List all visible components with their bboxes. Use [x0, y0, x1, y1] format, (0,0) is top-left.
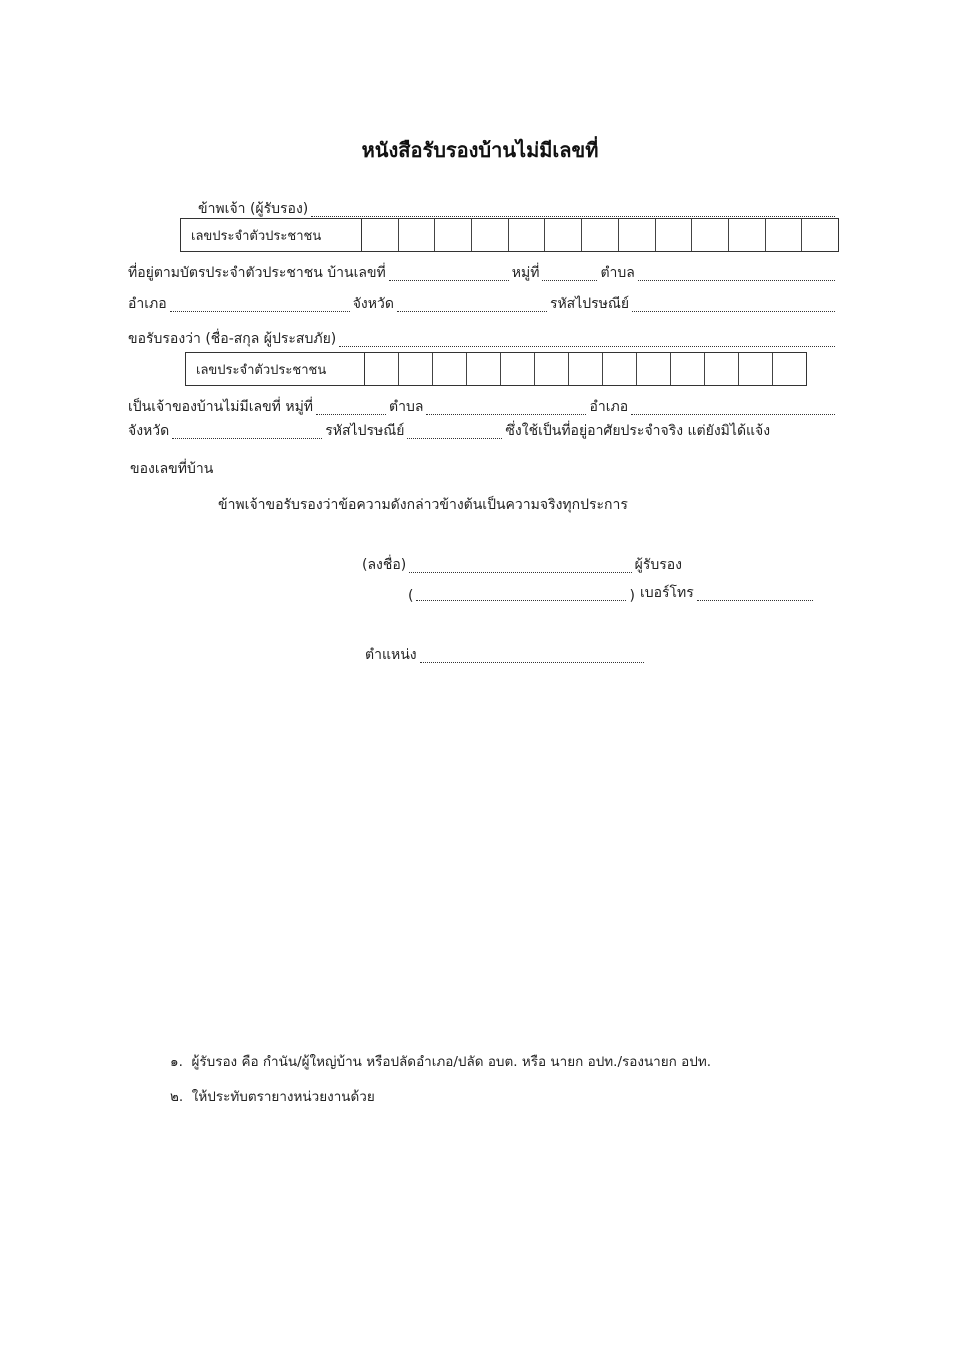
statement: ข้าพเจ้าขอรับรองว่าข้อความดังกล่าวข้างต้นเป็นความจริงทุกประการ [218, 497, 628, 513]
certifier-id-label: เลขประจำตัวประชาชน [181, 219, 362, 251]
victim-tambon-field[interactable] [426, 400, 586, 415]
victim-province-field[interactable] [172, 424, 322, 439]
address-label: ที่อยู่ตามบัตรประจำตัวประชาชน บ้านเลขที่ [128, 265, 386, 281]
postcode-field[interactable] [632, 297, 835, 312]
moo-label: หมู่ที่ [511, 265, 540, 281]
id-digit-cell[interactable] [467, 353, 501, 385]
note-1 [170, 1050, 711, 1072]
id-digit-cell[interactable] [509, 219, 546, 251]
id-digit-cell[interactable] [501, 353, 535, 385]
certifier-label: ข้าพเจ้า (ผู้รับรอง) [198, 201, 309, 217]
house-number-field[interactable] [389, 266, 509, 281]
victim-moo-field[interactable] [316, 400, 386, 415]
note-text: ผู้รับรอง คือ กำนัน/ผู้ใหญ่บ้าน หรือปลัดอำเภอ/ปลัด อบต. หรือ นายก อปท./รองนายก อปท. [191, 1054, 712, 1070]
phone-label: เบอร์โทร [639, 585, 694, 601]
id-digit-cell[interactable] [545, 219, 582, 251]
victim-id-label: เลขประจำตัวประชาชน [186, 353, 365, 385]
id-digit-cell[interactable] [802, 219, 838, 251]
victim-owner-line [128, 396, 838, 418]
id-digit-cell[interactable] [729, 219, 766, 251]
victim-amphoe-label: อำเภอ [589, 399, 629, 415]
id-digit-cell[interactable] [671, 353, 705, 385]
note-2 [170, 1085, 375, 1107]
printed-name-field[interactable] [416, 586, 626, 601]
id-digit-cell[interactable] [705, 353, 739, 385]
province-label: จังหวัด [352, 296, 394, 312]
id-digit-cell[interactable] [435, 219, 472, 251]
id-digit-cell[interactable] [399, 219, 436, 251]
victim-province-label: จังหวัด [128, 423, 170, 439]
position-line [365, 644, 647, 666]
id-digit-cell[interactable] [399, 353, 433, 385]
amphoe-field[interactable] [170, 297, 350, 312]
victim-id-box [185, 352, 807, 386]
certifier-name-field[interactable] [311, 202, 835, 217]
victim-postcode-label: รหัสไปรษณีย์ [325, 423, 405, 439]
paren-open: ( [408, 588, 414, 604]
certifier-district-line [128, 293, 838, 315]
note-text: ให้ประทับตรายางหน่วยงานด้วย [191, 1089, 375, 1105]
signature-field[interactable] [409, 558, 631, 573]
id-digit-cell[interactable] [766, 219, 803, 251]
tambon-field[interactable] [638, 266, 835, 281]
id-digit-cell[interactable] [569, 353, 603, 385]
victim-amphoe-field[interactable] [631, 400, 835, 415]
victim-name-line [128, 328, 838, 350]
position-field[interactable] [420, 648, 644, 663]
victim-label: ขอรับรองว่า (ชื่อ-สกุล ผู้ประสบภัย) [128, 331, 337, 347]
id-digit-cell[interactable] [472, 219, 509, 251]
id-digit-cell[interactable] [433, 353, 467, 385]
amphoe-label: อำเภอ [128, 296, 167, 312]
note-number: ๒. [170, 1089, 184, 1105]
postcode-label: รหัสไปรษณีย์ [549, 296, 630, 312]
id-digit-cell[interactable] [656, 219, 693, 251]
residence-text: ซึ่งใช้เป็นที่อยู่อาศัยประจำจริง แต่ยังมิได้แจ้ง [505, 423, 771, 439]
province-field[interactable] [397, 297, 547, 312]
victim-province-line [128, 420, 840, 442]
id-digit-cell[interactable] [637, 353, 671, 385]
id-digit-cell[interactable] [739, 353, 773, 385]
certifier-id-box [180, 218, 839, 252]
printed-name-line [408, 582, 816, 604]
id-digit-cell[interactable] [362, 219, 399, 251]
tambon-label: ตำบล [600, 265, 635, 281]
note-number: ๑. [170, 1054, 183, 1070]
id-digit-cell[interactable] [603, 353, 637, 385]
id-digit-cell[interactable] [619, 219, 656, 251]
page-title: หนังสือรับรองบ้านไม่มีเลขที่ [361, 138, 599, 162]
victim-tambon-label: ตำบล [389, 399, 424, 415]
certifier-address-line [128, 262, 838, 284]
certifier-name-line [198, 198, 838, 220]
certifier-suffix: ผู้รับรอง [634, 557, 682, 573]
id-digit-cell[interactable] [365, 353, 399, 385]
moo-field[interactable] [542, 266, 597, 281]
id-digit-cell[interactable] [773, 353, 806, 385]
victim-postcode-field[interactable] [407, 424, 502, 439]
phone-field[interactable] [697, 586, 813, 601]
owner-label: เป็นเจ้าของบ้านไม่มีเลขที่ หมู่ที่ [128, 399, 314, 415]
id-digit-cell[interactable] [582, 219, 619, 251]
id-digit-cell[interactable] [692, 219, 729, 251]
sign-label: (ลงชื่อ) [362, 557, 407, 573]
signature-line [362, 554, 682, 576]
victim-name-field[interactable] [339, 332, 835, 347]
position-label: ตำแหน่ง [365, 647, 417, 663]
residence-text-2: ของเลขที่บ้าน [130, 461, 214, 477]
paren-close: ) [629, 588, 635, 604]
id-digit-cell[interactable] [535, 353, 569, 385]
